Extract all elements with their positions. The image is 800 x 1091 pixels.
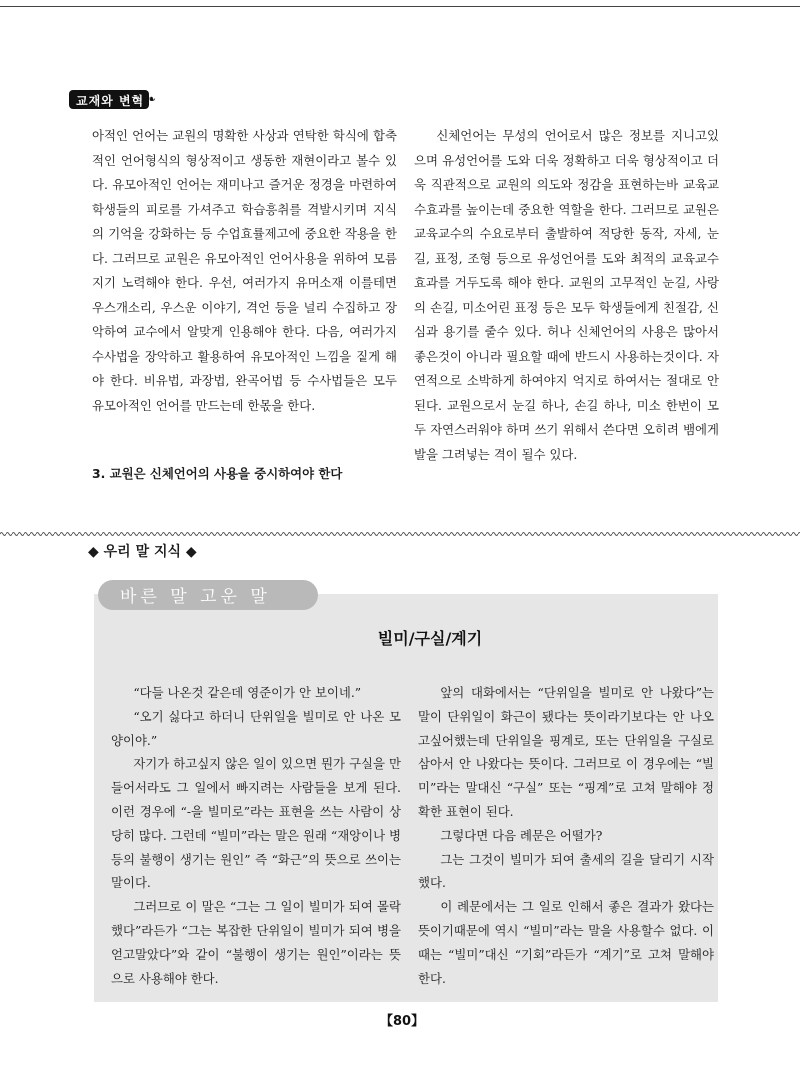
section-logo (66, 88, 158, 112)
top-right-column (414, 124, 719, 467)
paragraph: 아적인 언어는 교원의 명확한 사상과 연탁한 학식에 합축적인 언어형식의 형상적이고 생동한 재현이라고 볼수 있다. 유모아적인 언어는 재미나고 즐거운 정경을 마련하여 학생들의 피로를 가셔주고 학습흥취를 격발시키며 지식의 기억을 강화하는 등 수업효률제고에 중요한 작용을 한다. 그러므로 교원은 유모아적인 언어사용을 위하여 모름지기 노력해야 한다. 우선, 여러가지 유머소재 이를테면 우스개소리, 우스운 이야기, 격언 등을 널리 수집하고 장악하여 교수에서 알맞게 인용해야 한다. 다음, 여러가지 수사법을 장악하고 활용하여 유모아적인 느낌을 짙게 해야 한다. 비유법, 과장법, 완곡어법 등 수사법들은 모두 유모아적인 언어를 만드는데 한몫을 한다. (92, 128, 397, 413)
top-rule (0, 6, 800, 7)
section-heading: 3. 교원은 신체언어의 사용을 중시하여야 한다 (92, 466, 343, 481)
logo-text: 교재와 변혁 (76, 94, 145, 108)
article-left-column (111, 681, 401, 990)
paragraph: 이 례문에서는 그 일로 인해서 좋은 결과가 왔다는 뜻이기때문에 역시 “빌미”라는 말을 사용할수 없다. 이때는 “빌미”대신 “기회”라든가 “계기”로 고쳐 말해야 한다. (418, 899, 714, 986)
pill-label: 바른 말 고운 말 (120, 587, 271, 607)
top-left-column (92, 124, 397, 418)
curl-ornament-icon: ❧ (145, 92, 156, 106)
paragraph: 앞의 대화에서는 “단위일을 빌미로 안 나왔다”는 말이 단위일이 화근이 됐다는 뜻이라기보다는 안 나오고싶어했는데 단위일을 핑계로, 또는 단위일을 구실로 삼아서 안 나왔다는 뜻이다. 그러므로 이 경우에는 “빌미”라는 말대신 “구실” 또는 “핑계”로 고쳐 말해야 정확한 표현이 된다. (418, 685, 714, 819)
paragraph: “오기 싫다고 하더니 단위일을 빌미로 안 나온 모양이야.” (111, 708, 401, 748)
paragraph: 그는 그것이 빌미가 되여 출세의 길을 달리기 시작했다. (418, 851, 714, 891)
wavy-divider (0, 531, 800, 537)
article-right-column (418, 681, 714, 990)
corner-title: ◆ 우리 말 지식 ◆ (88, 544, 197, 560)
paragraph: “다들 나온것 같은데 영준이가 안 보이네.” (133, 685, 362, 700)
paragraph: 자기가 하고싶지 않은 일이 있으면 뭔가 구실을 만들어서라도 그 일에서 빠지려는 사람들을 보게 된다. 이런 경우에 “-을 빌미로”라는 표현을 쓰는 사람이 상당히 많다. 그런데 “빌미”라는 말은 원래 “재앙이나 병 등의 불행이 생기는 원인” 즉 “화근”의 뜻으로 쓰이는 말이다. (111, 756, 401, 891)
paragraph: 그렇다면 다음 례문은 어떨가? (440, 827, 603, 843)
paragraph: 신체언어는 무성의 언어로서 많은 정보를 지니고있으며 유성언어를 도와 더욱 정확하고 더욱 형상적이고 더욱 직관적으로 교원의 의도와 정감을 표현하는바 교육교수효과를 높이는데 중요한 역할을 한다. 그러므로 교원은 교육교수의 수요로부터 출발하여 적당한 동작, 자세, 눈길, 표정, 조형 등으로 유성언어를 도와 최적의 교육교수효과를 거두도록 해야 한다. 교원의 고무적인 눈길, 사랑의 손길, 미소어린 표정 등은 모두 학생들에게 친절감, 신심과 용기를 줄수 있다. 허나 신체언어의 사용은 많아서 좋은것이 아니라 필요할 때에 반드시 사용하는것이다. 자연적으로 소박하게 하여야지 억지로 하여서는 절대로 안된다. 교원으로서 눈길 하나, 손길 하나, 미소 한번이 모두 자연스러워야 하며 쓰기 위해서 쓴다면 오히려 뱀에게 발을 그려넣는 격이 될수 있다. (414, 128, 719, 462)
paragraph: 그러므로 이 말은 “그는 그 일이 빌미가 되여 몰락했다”라든가 “그는 복잡한 단위일이 빌미가 되여 병을 얻고말았다”와 같이 “불행이 생기는 원인”이라는 뜻으로 사용해야 한다. (111, 899, 401, 986)
page-number: 【80】 (380, 1014, 425, 1029)
article-title: 빌미/구실/계기 (377, 629, 483, 648)
